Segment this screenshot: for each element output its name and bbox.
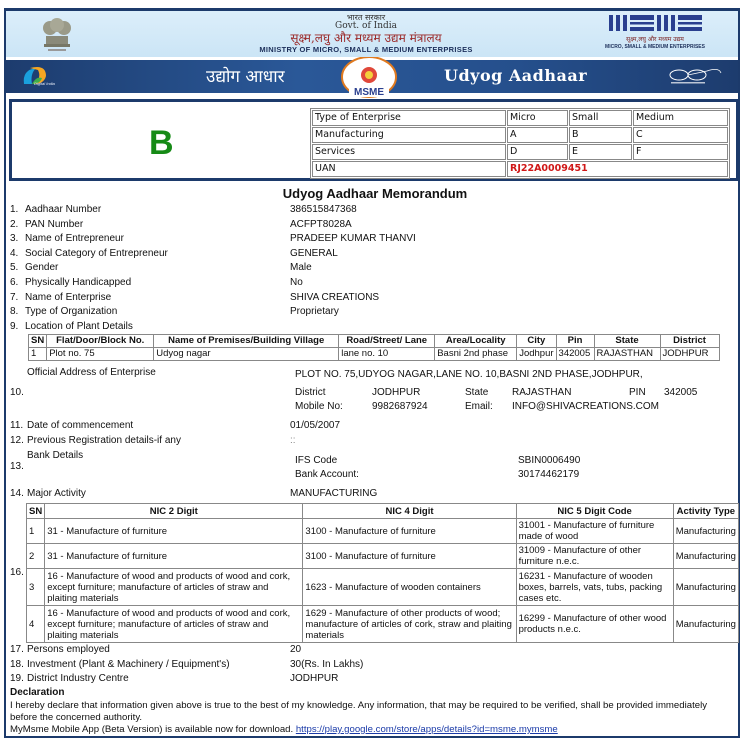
field-number: 4. <box>10 247 19 259</box>
table-cell: Manufacturing <box>673 606 738 643</box>
table-cell: D <box>507 144 568 160</box>
investment-number: 18. <box>10 659 24 670</box>
field-value: Proprietary <box>290 306 339 318</box>
pin-value: 342005 <box>664 387 698 398</box>
digital-india-text: Digital India <box>34 81 55 86</box>
field-label: Name of Enterprise <box>25 291 112 303</box>
field-label: Physically Handicapped <box>25 276 132 288</box>
enterprise-type-panel <box>9 99 739 181</box>
badge-msme-text: MSME <box>354 87 384 98</box>
persons-number: 17. <box>10 644 24 655</box>
district-label: District <box>295 387 326 398</box>
table-cell: 342005 <box>556 348 594 361</box>
app-notice <box>10 724 558 735</box>
commencement-number: 11. <box>10 420 24 431</box>
declaration-text: I hereby declare that information given above is true to the best of my knowledge. Any information, that may be required to be verified, shall be provided immediately before the concerned authority. <box>10 700 707 723</box>
bank-details-label: Bank Details <box>27 450 84 461</box>
column-header: Road/Street/ Lane <box>339 335 435 348</box>
email-label: Email: <box>465 401 493 412</box>
field-value: 386515847368 <box>290 204 357 215</box>
table-cell: E <box>569 144 632 160</box>
dic-label: District Industry Centre <box>27 673 129 684</box>
nic-activity-table <box>26 503 739 643</box>
column-header: Name of Premises/Building Village <box>154 335 339 348</box>
table-row <box>29 348 720 361</box>
udyog-aadhaar-hindi: उद्योग आधार <box>206 67 285 87</box>
msme-logo-mark <box>580 15 730 31</box>
bank-account-label: Bank Account: <box>295 469 359 480</box>
table-cell: Small <box>569 110 632 126</box>
field-label: Type of Organization <box>25 306 118 318</box>
table-cell: Type of Enterprise <box>312 110 506 126</box>
previous-reg-label: Previous Registration details-if any <box>27 435 181 446</box>
field-number: 3. <box>10 233 19 245</box>
column-header: Pin <box>556 335 594 348</box>
official-address-value: PLOT NO. 75,UDYOG NAGAR,LANE NO. 10,BASNI 2ND PHASE,JODHPUR, <box>295 369 643 380</box>
udyog-aadhaar-msme-badge-icon <box>339 57 399 99</box>
declaration-heading: Declaration <box>10 687 65 698</box>
table-cell: Manufacturing <box>673 569 738 606</box>
table-cell: 16299 - Manufacture of other wood products n.e.c. <box>516 606 673 643</box>
msme-logo-english: MICRO, SMALL & MEDIUM ENTERPRISES <box>605 44 705 50</box>
state-label: State <box>465 387 489 398</box>
table-cell: 1629 - Manufacture of other products of wood; manufacture of articles of cork, straw and plaiting materials <box>303 606 516 643</box>
ministry-english: MINISTRY OF MICRO, SMALL & MEDIUM ENTERPRISES <box>259 45 473 54</box>
field-number: 1. <box>10 204 19 215</box>
previous-reg-value: :: <box>290 435 296 446</box>
table-cell: 1 <box>27 519 45 544</box>
table-cell: F <box>633 144 728 160</box>
table-cell: 3 <box>27 569 45 606</box>
gov-hindi: भारत सरकार <box>346 13 386 22</box>
table-row <box>312 110 728 126</box>
investment-label: Investment (Plant & Machinery / Equipment's) <box>27 659 230 670</box>
table-row <box>312 161 728 177</box>
table-row <box>27 519 739 544</box>
gov-english: Govt. of India <box>335 21 397 31</box>
table-cell: 4 <box>27 606 45 643</box>
column-header: NIC 4 Digit <box>303 504 516 519</box>
table-row <box>312 144 728 160</box>
field-number: 8. <box>10 306 19 318</box>
column-header: State <box>594 335 660 348</box>
column-header: Activity Type <box>673 504 738 519</box>
field-number: 2. <box>10 218 19 230</box>
field-value: ACFPT8028A <box>290 218 352 230</box>
field-value: Male <box>290 262 312 274</box>
column-header: City <box>517 335 556 348</box>
table-cell: 31001 - Manufacture of furniture made of wood <box>516 519 673 544</box>
table-cell: Services <box>312 144 506 160</box>
udyog-aadhaar-english: Udyog Aadhaar <box>444 66 588 85</box>
nic-number: 16. <box>10 567 24 578</box>
table-cell: Manufacturing <box>673 544 738 569</box>
field-label: Gender <box>25 262 59 274</box>
mobile-label: Mobile No: <box>295 401 343 412</box>
investment-value: 30(Rs. In Lakhs) <box>290 659 364 670</box>
field-label: Location of Plant Details <box>25 320 133 332</box>
table-header-row <box>27 504 739 519</box>
table-cell: Medium <box>633 110 728 126</box>
table-cell: 31 - Manufacture of furniture <box>45 544 303 569</box>
memorandum-title: Udyog Aadhaar Memorandum <box>282 186 468 201</box>
table-cell: Basni 2nd phase <box>435 348 517 361</box>
table-cell: Manufacturing <box>673 519 738 544</box>
table-cell: Micro <box>507 110 568 126</box>
national-emblem-icon <box>36 14 78 54</box>
table-cell: B <box>569 127 632 143</box>
official-address-number: 10. <box>10 387 24 398</box>
table-row <box>27 606 739 643</box>
table-cell: Manufacturing <box>312 127 506 143</box>
table-row <box>27 544 739 569</box>
table-cell: JODHPUR <box>660 348 719 361</box>
email-value: INFO@SHIVACREATIONS.COM <box>512 401 660 412</box>
table-cell: Jodhpur <box>517 348 556 361</box>
field-value: No <box>290 276 303 288</box>
column-header: SN <box>27 504 45 519</box>
msme-logo-hindi: सूक्ष्म,लघु और मध्यम उद्यम <box>626 36 684 43</box>
field-label: Aadhaar Number <box>25 204 102 215</box>
major-activity-value: MANUFACTURING <box>290 488 378 499</box>
enterprise-type-table <box>310 108 730 179</box>
table-cell: lane no. 10 <box>339 348 435 361</box>
play-store-link[interactable]: https://play.google.com/store/apps/details?id=msme.mymsme <box>295 724 558 735</box>
column-header: SN <box>29 335 47 348</box>
persons-label: Persons employed <box>27 644 110 655</box>
ifs-value: SBIN0006490 <box>518 455 581 466</box>
plant-location-table <box>28 334 720 361</box>
field-number: 9. <box>10 320 19 332</box>
column-header: District <box>660 335 719 348</box>
table-cell: 31 - Manufacture of furniture <box>45 519 303 544</box>
table-cell: 2 <box>27 544 45 569</box>
pin-label: PIN <box>629 387 646 398</box>
field-number: 7. <box>10 291 19 303</box>
enterprise-category-letter: B <box>149 124 174 162</box>
ministry-title <box>206 14 526 54</box>
uan-label: UAN <box>312 161 506 177</box>
table-cell: 1 <box>29 348 47 361</box>
state-value: RAJASTHAN <box>512 387 572 398</box>
field-value: GENERAL <box>290 247 338 259</box>
table-cell: RAJASTHAN <box>594 348 660 361</box>
commencement-label: Date of commencement <box>27 420 134 431</box>
table-cell: C <box>633 127 728 143</box>
table-cell: 16 - Manufacture of wood and products of wood and cork, except furniture; manufacture of articles of straw and plaiting materials <box>45 606 303 643</box>
column-header: NIC 5 Digit Code <box>516 504 673 519</box>
uan-value: RJ22A0009451 <box>507 161 728 177</box>
field-label: Social Category of Entrepreneur <box>25 247 168 259</box>
table-cell: A <box>507 127 568 143</box>
field-value: PRADEEP KUMAR THANVI <box>290 233 416 245</box>
msme-logo <box>580 15 730 50</box>
field-value: SHIVA CREATIONS <box>290 291 380 303</box>
table-cell: 31009 - Manufacture of other furniture n.e.c. <box>516 544 673 569</box>
dic-value: JODHPUR <box>290 673 339 684</box>
table-cell: 16231 - Manufacture of wooden boxes, barrels, vats, tubs, packing cases etc. <box>516 569 673 606</box>
persons-value: 20 <box>290 644 302 655</box>
official-address-label: Official Address of Enterprise <box>27 367 156 378</box>
ifs-label: IFS Code <box>295 455 338 466</box>
bank-account-value: 30174462179 <box>518 469 580 480</box>
mobile-value: 9982687924 <box>372 401 428 412</box>
table-row <box>312 127 728 143</box>
field-label: PAN Number <box>25 218 84 230</box>
table-cell: Plot no. 75 <box>47 348 154 361</box>
commencement-value: 01/05/2007 <box>290 420 341 431</box>
bank-details-number: 13. <box>10 461 24 472</box>
major-activity-label: Major Activity <box>27 488 86 499</box>
app-notice-text: MyMsme Mobile App (Beta Version) is available now for download. <box>10 724 294 735</box>
ministry-header <box>6 11 738 57</box>
major-activity-number: 14. <box>10 488 24 499</box>
dic-number: 19. <box>10 673 24 684</box>
ministry-hindi: सूक्ष्म,लघु और मध्यम उद्यम मंत्रालय <box>290 31 442 45</box>
table-cell: 1623 - Manufacture of wooden containers <box>303 569 516 606</box>
table-cell: Udyog nagar <box>154 348 339 361</box>
table-cell: 16 - Manufacture of wood and products of wood and cork, except furniture; manufacture of articles of straw and plaiting materials <box>45 569 303 606</box>
table-row <box>27 569 739 606</box>
table-header-row <box>29 335 720 348</box>
previous-reg-number: 12. <box>10 435 24 446</box>
field-number: 5. <box>10 262 19 274</box>
table-cell: 3100 - Manufacture of furniture <box>303 519 516 544</box>
column-header: Area/Locality <box>435 335 517 348</box>
district-value: JODHPUR <box>372 387 421 398</box>
swachh-bharat-logo-icon <box>661 67 723 85</box>
field-number: 6. <box>10 276 19 288</box>
udyog-aadhaar-banner <box>6 60 738 98</box>
column-header: NIC 2 Digit <box>45 504 303 519</box>
column-header: Flat/Door/Block No. <box>47 335 154 348</box>
table-cell: 3100 - Manufacture of furniture <box>303 544 516 569</box>
field-label: Name of Entrepreneur <box>25 233 124 245</box>
